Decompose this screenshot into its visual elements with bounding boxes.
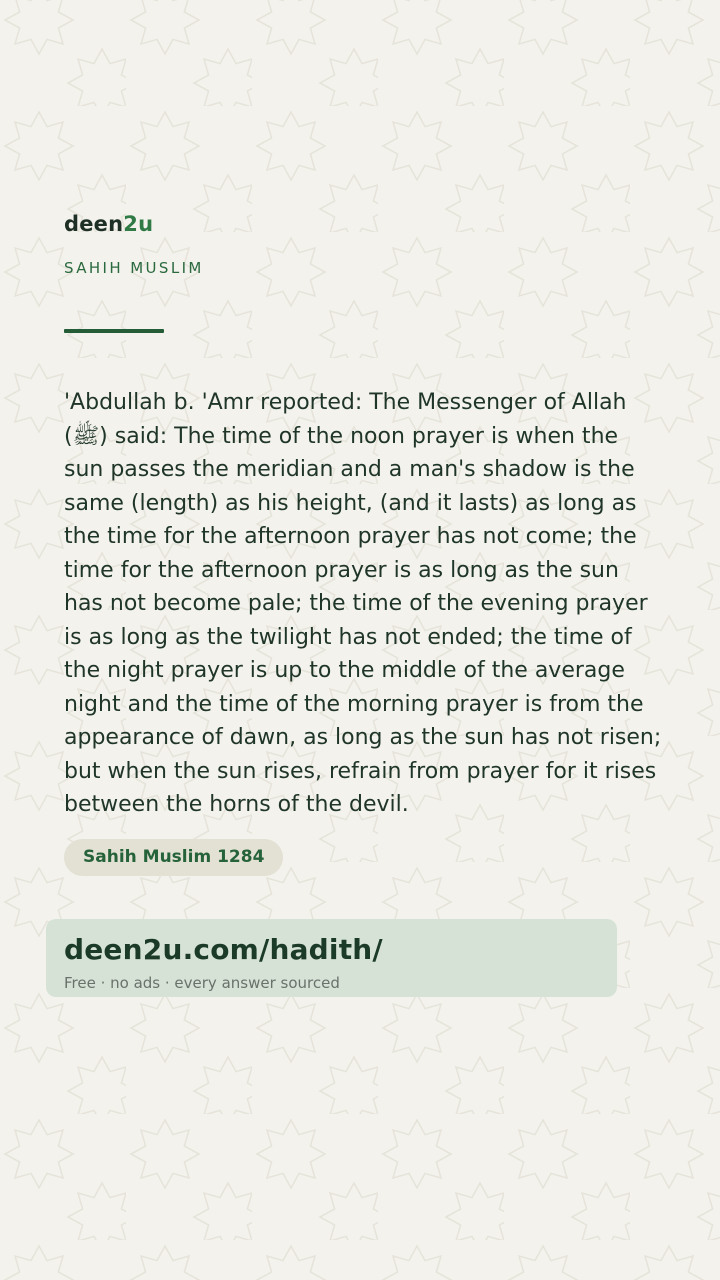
brand-name-accent: 2u	[123, 212, 154, 236]
divider	[64, 329, 164, 333]
brand-name-prefix: deen	[64, 212, 124, 236]
hadith-text: 'Abdullah b. 'Amr reported: The Messenger of Allah (ﷺ) said: The time of the noon prayer is when the sun passes the meridian and a man's shadow is the same (length) as his height, (and it lasts) as long as the time for the afternoon prayer has not come; the time for the afternoon prayer is as long as the sun has not become pale; the time of the evening prayer is as long as the twilight has not ended; the time of the night prayer is up to the middle of the average night and the time of the morning prayer is from the appearance of dawn, as long as the sun has not risen; but when the sun rises, refrain from prayer for it rises between the horns of the devil.	[64, 390, 662, 817]
collection-label: SAHIH MUSLIM	[64, 259, 204, 277]
reference-badge: Sahih Muslim 1284	[64, 839, 283, 876]
brand-logo	[64, 212, 153, 236]
link-tagline: Free · no ads · every answer sourced	[64, 974, 340, 992]
link-card[interactable]	[46, 919, 617, 997]
link-url[interactable]: deen2u.com/hadith/	[64, 933, 383, 966]
